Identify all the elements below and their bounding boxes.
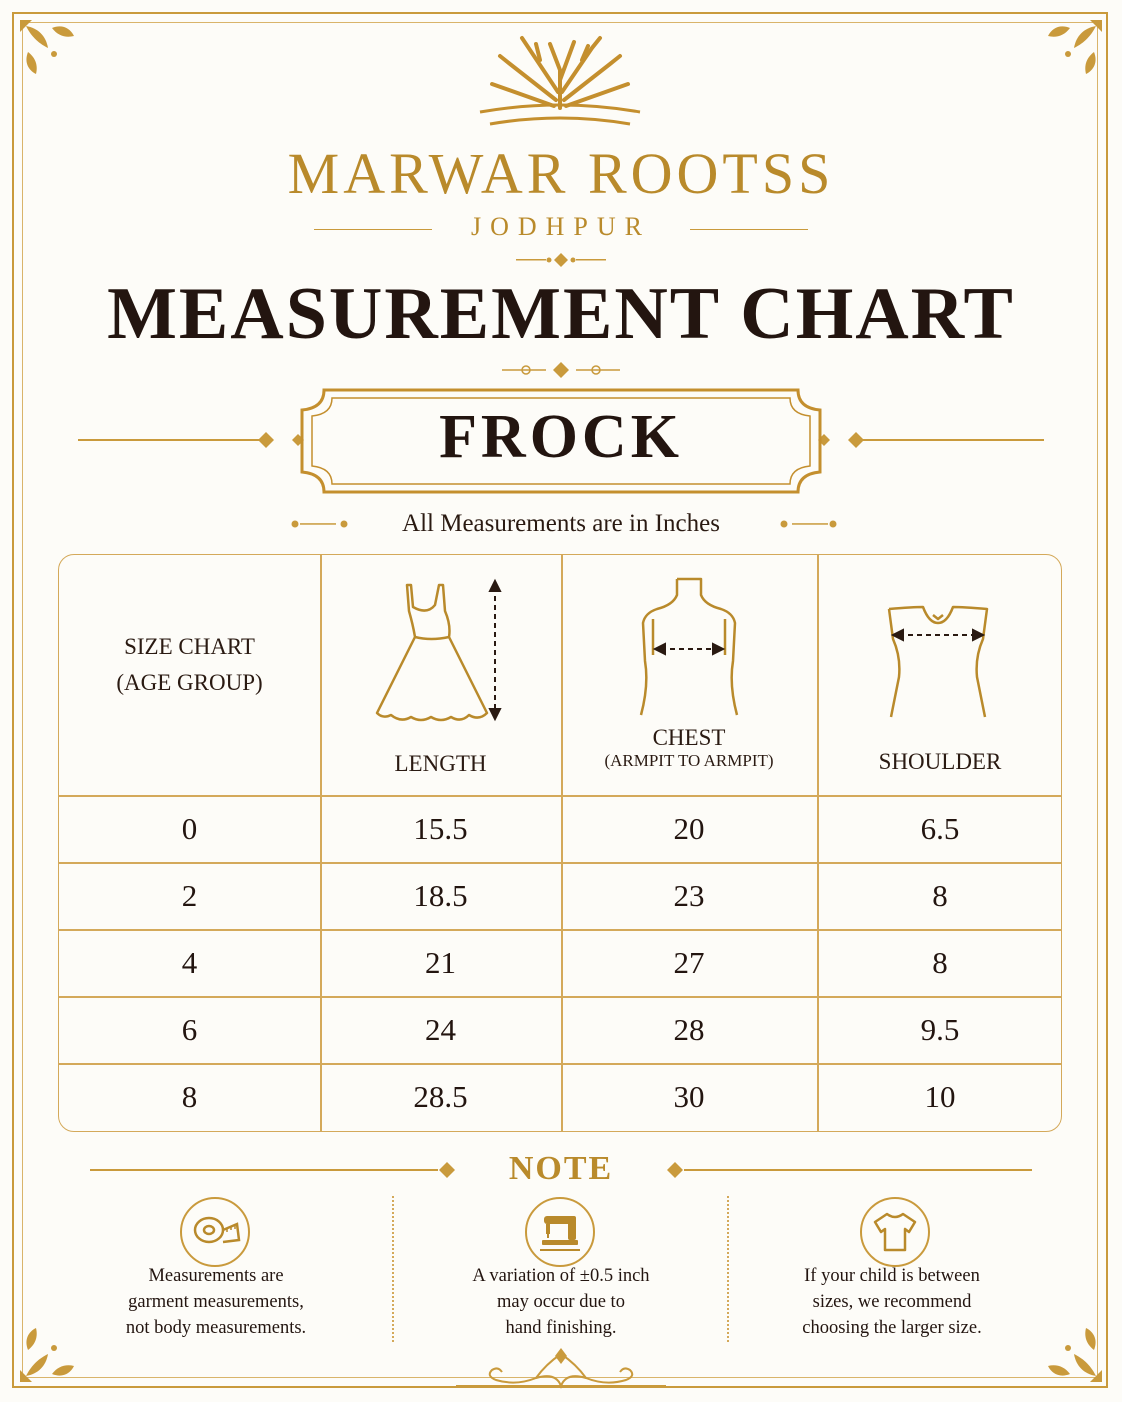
- page-title: MEASUREMENT CHART: [107, 273, 1015, 355]
- cell-length: 21: [425, 945, 456, 980]
- cell-length: 18.5: [413, 878, 468, 913]
- note-item-garment: [76, 1263, 356, 1341]
- note-title: NOTE: [508, 1150, 614, 1187]
- bottom-scroll-ornament-icon: [446, 1346, 676, 1394]
- bodice-chest-icon: [639, 575, 739, 725]
- header-size-line1: SIZE CHART: [124, 634, 255, 659]
- header-size-line2: (AGE GROUP): [116, 670, 263, 695]
- header-size-chart: [59, 629, 320, 701]
- note-item-variation: [421, 1263, 701, 1341]
- cell-chest: 23: [673, 878, 705, 913]
- note-item-size-advice: [752, 1263, 1032, 1341]
- header-chest: CHEST: [652, 725, 726, 750]
- product-rule-right: [862, 439, 1044, 441]
- cell-size: 8: [181, 1079, 198, 1114]
- note-line: A variation of ±0.5 inch: [472, 1266, 650, 1286]
- header-chest-sub: (ARMPIT TO ARMPIT): [604, 751, 774, 770]
- note-line: may occur due to: [497, 1292, 625, 1312]
- tree-roots-logo-icon: [470, 30, 650, 135]
- units-note: All Measurements are in Inches: [402, 510, 720, 537]
- cell-shoulder: 6.5: [920, 811, 960, 846]
- cell-size: 4: [181, 945, 198, 980]
- size-chart-table: [58, 554, 1062, 1132]
- note-line: garment measurements,: [128, 1292, 304, 1312]
- brand-name: MARWAR ROOTSS: [287, 141, 835, 206]
- cell-size: 6: [181, 1012, 198, 1047]
- note-line: not body measurements.: [125, 1318, 307, 1338]
- corner-ornament-icon: [18, 18, 88, 88]
- product-name: FROCK: [439, 403, 683, 471]
- note-column-divider: [727, 1196, 729, 1342]
- cell-chest: 30: [673, 1079, 705, 1114]
- cell-size: 0: [181, 811, 198, 846]
- corner-ornament-icon: [1034, 18, 1104, 88]
- note-line: hand finishing.: [505, 1318, 617, 1338]
- cell-chest: 27: [673, 945, 705, 980]
- divider-ornament-icon: [496, 360, 626, 380]
- note-line: sizes, we recommend: [812, 1292, 972, 1312]
- tshirt-icon: [859, 1196, 931, 1268]
- bodice-shoulder-icon: [883, 605, 993, 720]
- note-line: choosing the larger size.: [802, 1318, 982, 1338]
- corner-ornament-icon: [1034, 1314, 1104, 1384]
- product-rule-left: [78, 439, 260, 441]
- cell-shoulder: 8: [932, 878, 948, 913]
- cell-size: 2: [181, 878, 198, 913]
- cell-shoulder: 10: [924, 1079, 956, 1114]
- divider-ornament-icon: [516, 252, 606, 268]
- cell-length: 24: [425, 1012, 456, 1047]
- header-shoulder: SHOULDER: [878, 749, 1002, 774]
- measuring-tape-icon: [179, 1196, 251, 1268]
- note-column-divider: [392, 1196, 394, 1342]
- header-length: LENGTH: [394, 751, 487, 776]
- note-line: Measurements are: [148, 1266, 284, 1286]
- cell-shoulder: 8: [932, 945, 948, 980]
- sewing-machine-icon: [524, 1196, 596, 1268]
- cell-chest: 20: [673, 811, 705, 846]
- brand-subtitle-row: [0, 212, 1122, 248]
- cell-length: 15.5: [413, 811, 468, 846]
- cell-length: 28.5: [413, 1079, 468, 1114]
- note-line: If your child is between: [804, 1266, 980, 1286]
- cell-chest: 28: [673, 1012, 705, 1047]
- dress-length-icon: [369, 575, 509, 725]
- brand-city: JODHPUR: [470, 212, 652, 241]
- header-chest-group: [561, 725, 817, 771]
- cell-shoulder: 9.5: [920, 1012, 960, 1047]
